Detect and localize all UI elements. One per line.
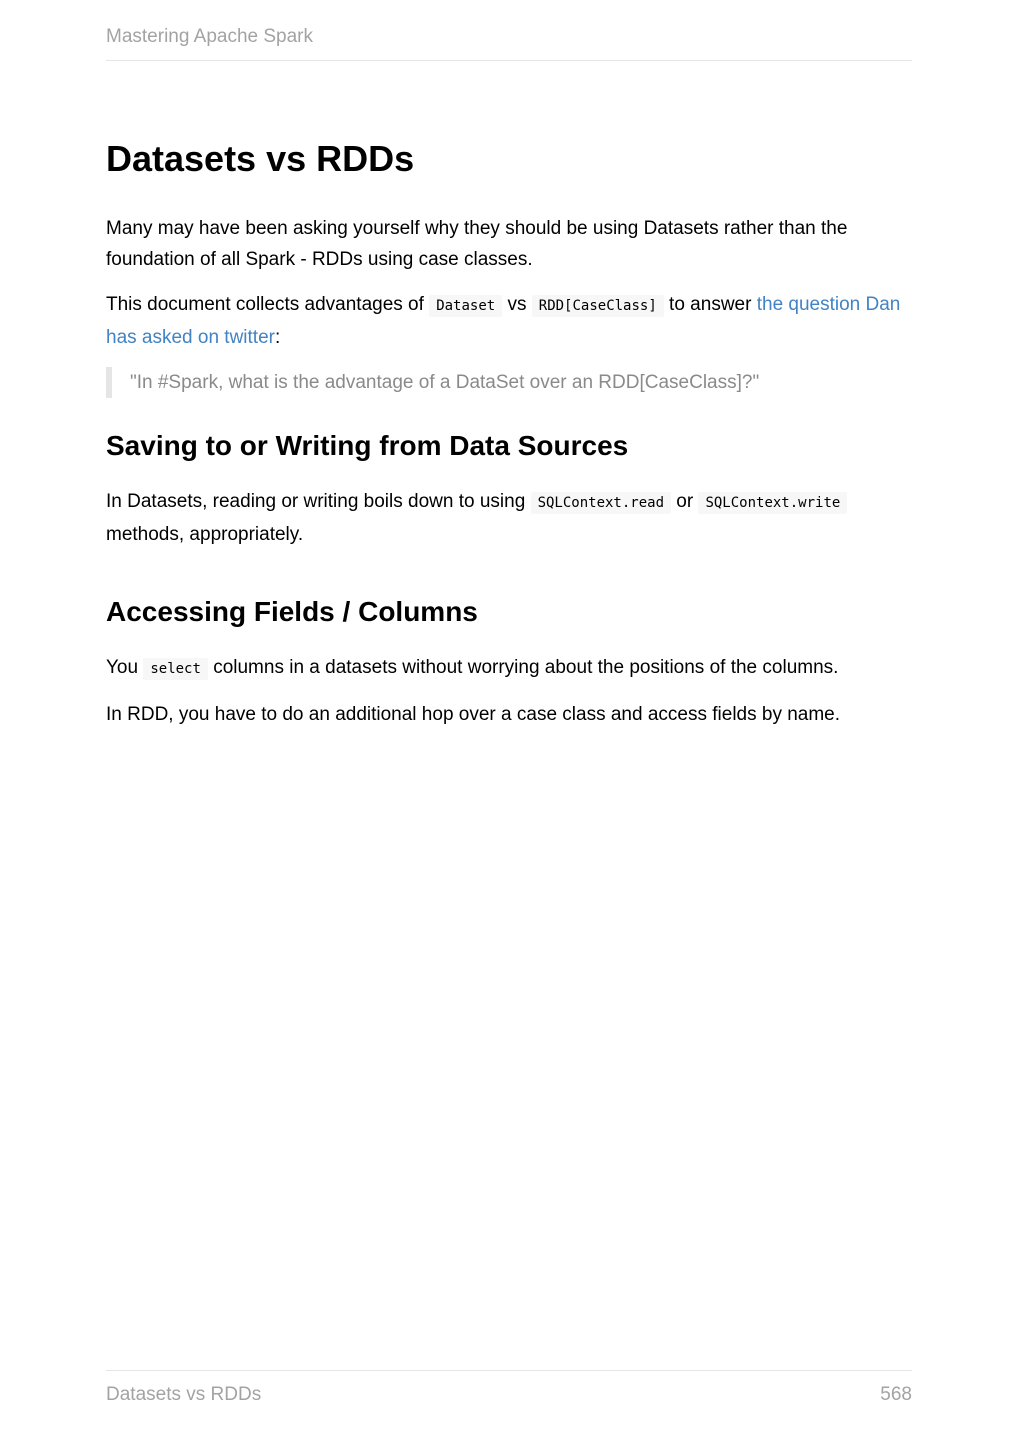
page-number: 568 xyxy=(880,1384,912,1405)
text-segment: columns in a datasets without worrying about the positions of the columns. xyxy=(207,657,839,678)
text-segment: In Datasets, reading or writing boils down to using xyxy=(106,491,531,512)
intro-paragraph: Many may have been asking yourself why they should be using Datasets rather than the foundation of all Spark - RDDs using case classes. xyxy=(106,218,848,270)
quote-block xyxy=(106,367,912,398)
page-title: Datasets vs RDDs xyxy=(106,138,415,179)
main-content xyxy=(106,136,912,744)
select-columns-paragraph xyxy=(106,652,912,685)
inline-code-sqlcontext-read: SQLContext.read xyxy=(531,492,671,514)
rdd-paragraph: In RDD, you have to do an additional hop over a case class and access fields by name. xyxy=(106,704,841,725)
text-segment: or xyxy=(671,491,699,512)
page-footer xyxy=(106,1370,912,1407)
advantages-paragraph xyxy=(106,289,912,353)
footer-chapter-title: Datasets vs RDDs xyxy=(106,1384,262,1405)
text-segment: to answer xyxy=(663,294,757,315)
inline-code-dataset: Dataset xyxy=(429,295,502,317)
twitter-question-link[interactable]: the question Dan has asked on twitter xyxy=(106,294,901,348)
text-segment: methods, appropriately. xyxy=(106,524,304,545)
text-segment: vs xyxy=(502,294,532,315)
section-heading-data-sources: Saving to or Writing from Data Sources xyxy=(106,430,629,461)
text-segment: This document collects advantages of xyxy=(106,294,430,315)
section-heading-fields-columns: Accessing Fields / Columns xyxy=(106,596,478,627)
book-title: Mastering Apache Spark xyxy=(106,26,314,47)
text-segment: : xyxy=(274,327,281,348)
text-segment: You xyxy=(106,657,144,678)
inline-code-sqlcontext-write: SQLContext.write xyxy=(698,492,847,514)
data-sources-paragraph xyxy=(106,486,912,550)
quote-text: "In #Spark, what is the advantage of a DataSet over an RDD[CaseClass]?" xyxy=(130,372,760,393)
inline-code-rdd-caseclass: RDD[CaseClass] xyxy=(532,295,664,317)
inline-code-select: select xyxy=(143,658,208,680)
page-header xyxy=(106,24,912,61)
